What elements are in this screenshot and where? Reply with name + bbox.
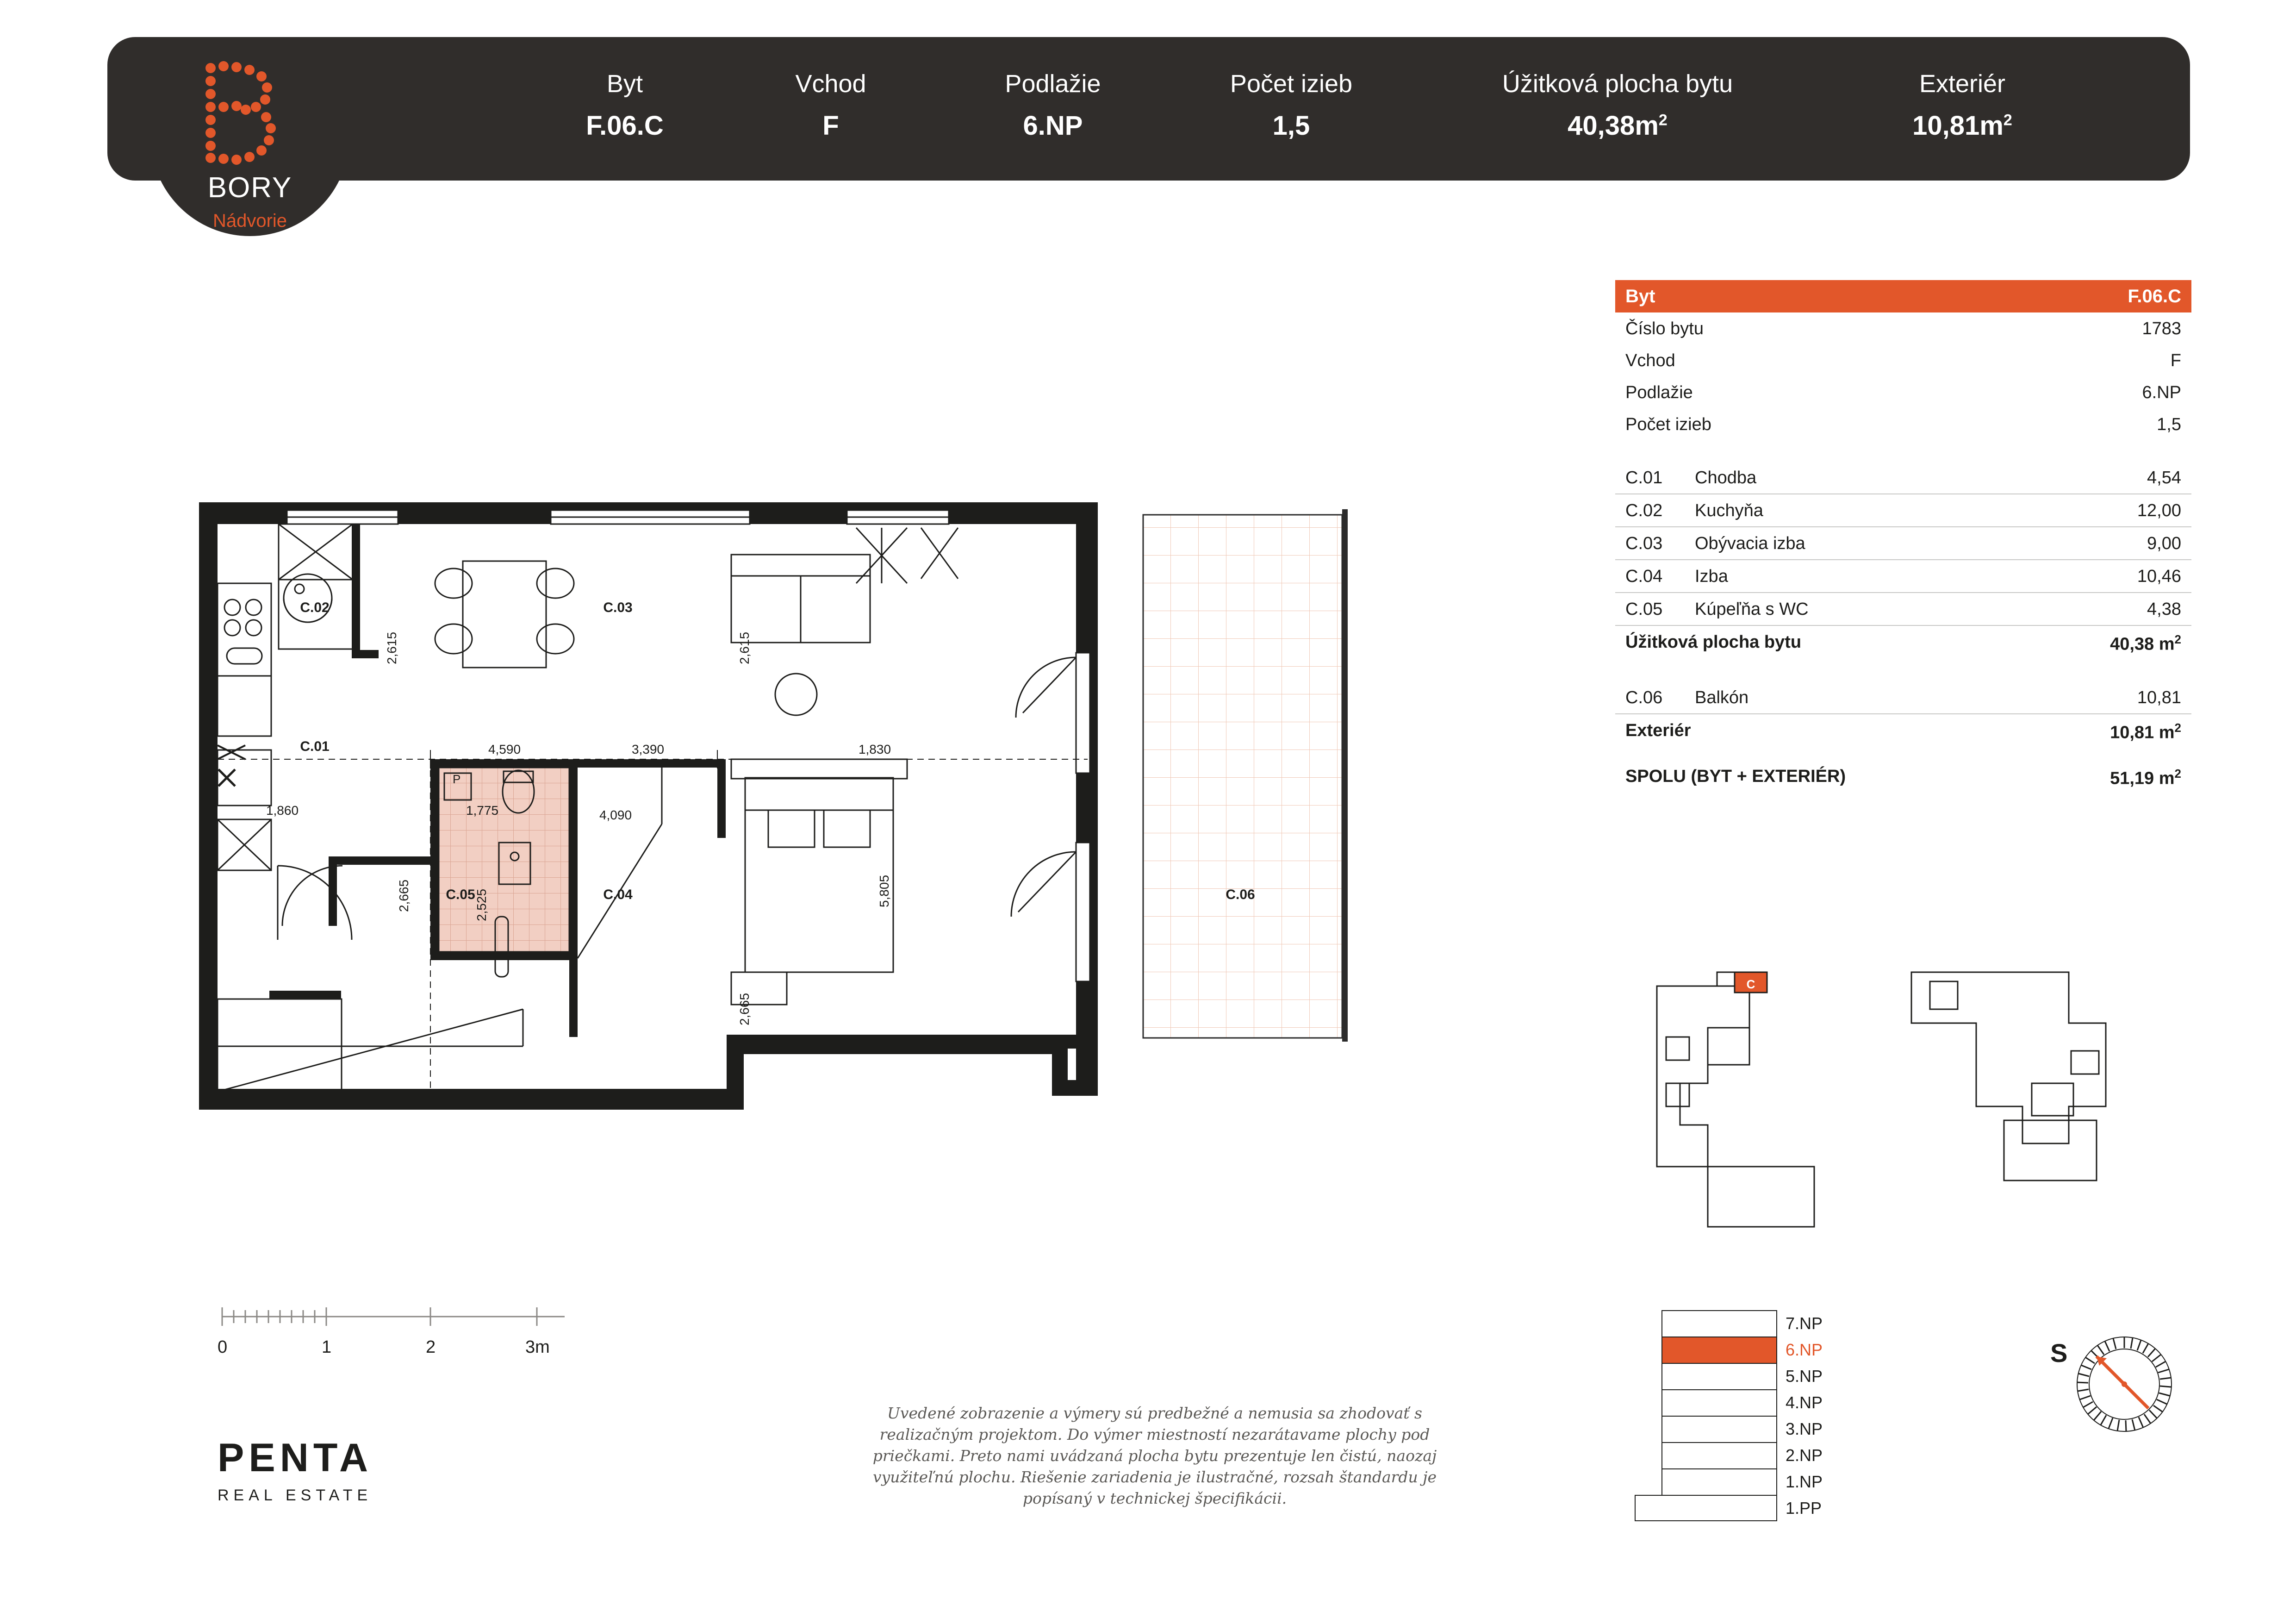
- header-col-exterier-label: Exteriér: [1919, 70, 2006, 98]
- room-row-c04: [1615, 560, 2191, 593]
- svg-text:2,665: 2,665: [737, 993, 752, 1026]
- grand-total-label: SPOLU (BYT + EXTERIÉR): [1625, 767, 1846, 787]
- room-row-c03: [1615, 527, 2191, 560]
- grand-total-row: [1615, 760, 2191, 794]
- floor-label-1np[interactable]: 1.NP: [1786, 1472, 1823, 1491]
- info-row-pocet-izieb: [1615, 408, 2191, 440]
- room-name: Izba: [1695, 567, 1728, 586]
- brand-logo-badge: [150, 37, 349, 236]
- header-col-plocha-value: $40,38m^2$: [1568, 111, 1668, 141]
- floor-block-1np[interactable]: [1661, 1468, 1777, 1495]
- info-table-title: [1615, 280, 2191, 312]
- header-col-pocet-izieb-value: 1,5: [1272, 111, 1310, 141]
- penta-logo-name: PENTA: [218, 1436, 373, 1480]
- svg-text:C.06: C.06: [1226, 887, 1255, 902]
- floor-block-2np[interactable]: [1661, 1442, 1777, 1468]
- svg-text:2,615: 2,615: [737, 631, 752, 665]
- room-code: C.06: [1625, 687, 1663, 707]
- exterior-total-row: [1615, 714, 2191, 749]
- room-code: C.02: [1625, 501, 1663, 520]
- key-plan-diagrams: [1652, 968, 2189, 1255]
- apartment-info-table: [1615, 280, 2191, 794]
- floor-label-4np[interactable]: 4.NP: [1786, 1393, 1823, 1412]
- info-row-label: Číslo bytu: [1625, 319, 1704, 338]
- scale-bar: [218, 1301, 569, 1365]
- floor-label-2np[interactable]: 2.NP: [1786, 1446, 1823, 1465]
- svg-text:3,390: 3,390: [631, 742, 665, 756]
- header-col-pocet-izieb: [1176, 69, 1407, 141]
- floor-block-1pp[interactable]: [1635, 1495, 1777, 1521]
- info-table-title-left: Byt: [1625, 286, 1655, 306]
- scale-tick-0: 0: [218, 1337, 228, 1357]
- info-row-podlazie: [1615, 376, 2191, 408]
- svg-text:2,525: 2,525: [474, 888, 489, 922]
- header-col-byt-label: Byt: [606, 70, 643, 98]
- floor-label-5np[interactable]: 5.NP: [1786, 1367, 1823, 1386]
- svg-text:C.04: C.04: [603, 887, 633, 902]
- header-col-pocet-izieb-label: Počet izieb: [1230, 70, 1353, 98]
- info-row-vchod: [1615, 344, 2191, 376]
- brand-name: BORY: [207, 172, 292, 204]
- svg-text:4,090: 4,090: [599, 808, 632, 822]
- exterior-total-value: 10,81 $m^2$: [2110, 720, 2181, 743]
- room-row-c02: [1615, 494, 2191, 527]
- scale-tick-labels: [218, 1337, 569, 1365]
- header-col-vchod: [750, 69, 912, 141]
- room-name: Obývacia izba: [1695, 534, 1805, 553]
- header-col-vchod-value: F: [822, 111, 839, 141]
- info-table-title-right: F.06.C: [2128, 286, 2181, 306]
- svg-text:C.01: C.01: [300, 739, 330, 754]
- svg-text:C.05: C.05: [446, 887, 475, 902]
- svg-text:P: P: [453, 772, 461, 786]
- room-row-c06: [1615, 681, 2191, 714]
- info-row-label: Podlažie: [1625, 383, 1693, 402]
- svg-text:C.02: C.02: [300, 600, 330, 615]
- header-col-plocha-label: Úžitková plocha bytu: [1502, 70, 1733, 98]
- room-code: C.05: [1625, 600, 1663, 619]
- floor-label-7np[interactable]: 7.NP: [1786, 1314, 1823, 1333]
- header-col-podlazie-value: 6.NP: [1023, 111, 1083, 141]
- header-col-plocha: [1425, 69, 1810, 141]
- room-name: Kuchyňa: [1695, 501, 1763, 520]
- room-code: C.04: [1625, 567, 1663, 586]
- info-row-value: F: [2170, 351, 2181, 370]
- header-col-vchod-label: Vchod: [795, 70, 866, 98]
- header-col-exterier-value: $10,81m^2$: [1912, 111, 2012, 141]
- disclaimer-text: Uvedené zobrazenie a výmery sú predbežné a nemusia sa zhodovať s realizačným projektom. Do výmer miestností nezarátavame plochy pod priečkami. Preto nami uvádzaná plocha bytu prezentuje len čistú, naozaj využiteľnú plochu. Riešenie zariadenia je ilustračné, rozsah štandardu je popísaný v technickej špecifikácii.: [872, 1404, 1437, 1507]
- header-col-podlazie: [949, 69, 1157, 141]
- scale-tick-3: 3m: [525, 1337, 550, 1357]
- svg-text:1,860: 1,860: [266, 803, 299, 818]
- floor-block-7np[interactable]: [1661, 1310, 1777, 1337]
- room-code: C.01: [1625, 468, 1663, 487]
- svg-text:2,665: 2,665: [397, 879, 411, 912]
- keyplan-marker-label: C: [1746, 977, 1755, 991]
- floor-block-6np-active[interactable]: [1661, 1337, 1777, 1363]
- scale-tick-1: 1: [322, 1337, 332, 1357]
- info-row-label: Počet izieb: [1625, 415, 1711, 434]
- room-area: 4,38: [2147, 600, 2181, 619]
- letter-b-dotted-logo-icon: [197, 58, 303, 169]
- floor-label-6np[interactable]: 6.NP: [1786, 1340, 1823, 1359]
- compass-rose: [2050, 1315, 2198, 1454]
- room-name: Chodba: [1695, 468, 1757, 487]
- total-usable-area-label: Úžitková plocha bytu: [1625, 632, 1802, 652]
- grand-total-value: 51,19 $m^2$: [2110, 767, 2181, 788]
- info-row-value: 6.NP: [2142, 383, 2181, 402]
- floor-label-3np[interactable]: 3.NP: [1786, 1419, 1823, 1438]
- info-table-spacer-3: [1615, 748, 2191, 760]
- compass-rose-icon: [2050, 1315, 2198, 1454]
- room-code: C.03: [1625, 534, 1663, 553]
- room-area: 4,54: [2147, 468, 2181, 487]
- svg-text:2,615: 2,615: [385, 631, 399, 665]
- compass-north-label: S: [2050, 1338, 2068, 1368]
- svg-text:1,830: 1,830: [858, 742, 891, 756]
- penta-logo-tagline: REAL ESTATE: [218, 1487, 373, 1504]
- info-row-value: 1,5: [2157, 415, 2181, 434]
- room-area: 12,00: [2137, 501, 2181, 520]
- floor-plan-drawing: [199, 500, 1384, 1185]
- room-name: Kúpeľňa s WC: [1695, 600, 1809, 619]
- info-table-spacer-2: [1615, 660, 2191, 681]
- info-row-label: Vchod: [1625, 351, 1675, 370]
- room-row-c01: [1615, 462, 2191, 494]
- floor-label-1pp[interactable]: 1.PP: [1786, 1499, 1822, 1518]
- info-row-value: 1783: [2142, 319, 2181, 338]
- header-col-exterier: [1833, 69, 2092, 141]
- info-table-spacer: [1615, 440, 2191, 462]
- floor-block-3np[interactable]: [1661, 1416, 1777, 1442]
- room-area: 10,46: [2137, 567, 2181, 586]
- total-usable-area-row: [1615, 626, 2191, 660]
- floor-block-5np[interactable]: [1661, 1363, 1777, 1389]
- room-row-c05: [1615, 593, 2191, 626]
- info-row-cislo-bytu: [1615, 312, 2191, 344]
- floor-block-4np[interactable]: [1661, 1389, 1777, 1416]
- svg-text:1,775: 1,775: [466, 803, 499, 818]
- header-col-podlazie-label: Podlažie: [1005, 70, 1101, 98]
- brand-subtitle: Nádvorie: [212, 211, 287, 231]
- room-name: Balkón: [1695, 687, 1749, 707]
- room-area: 9,00: [2147, 534, 2181, 553]
- penta-logo: [218, 1435, 373, 1505]
- svg-text:5,805: 5,805: [877, 874, 891, 908]
- room-area: 10,81: [2137, 687, 2181, 707]
- scale-tick-2: 2: [426, 1337, 436, 1357]
- svg-text:C.03: C.03: [603, 600, 633, 615]
- header-col-byt-value: F.06.C: [586, 111, 664, 141]
- svg-text:4,590: 4,590: [488, 742, 521, 756]
- header-col-byt: [541, 69, 708, 141]
- exterior-total-label: Exteriér: [1625, 720, 1691, 740]
- total-usable-area-value: 40,38 $m^2$: [2110, 632, 2181, 654]
